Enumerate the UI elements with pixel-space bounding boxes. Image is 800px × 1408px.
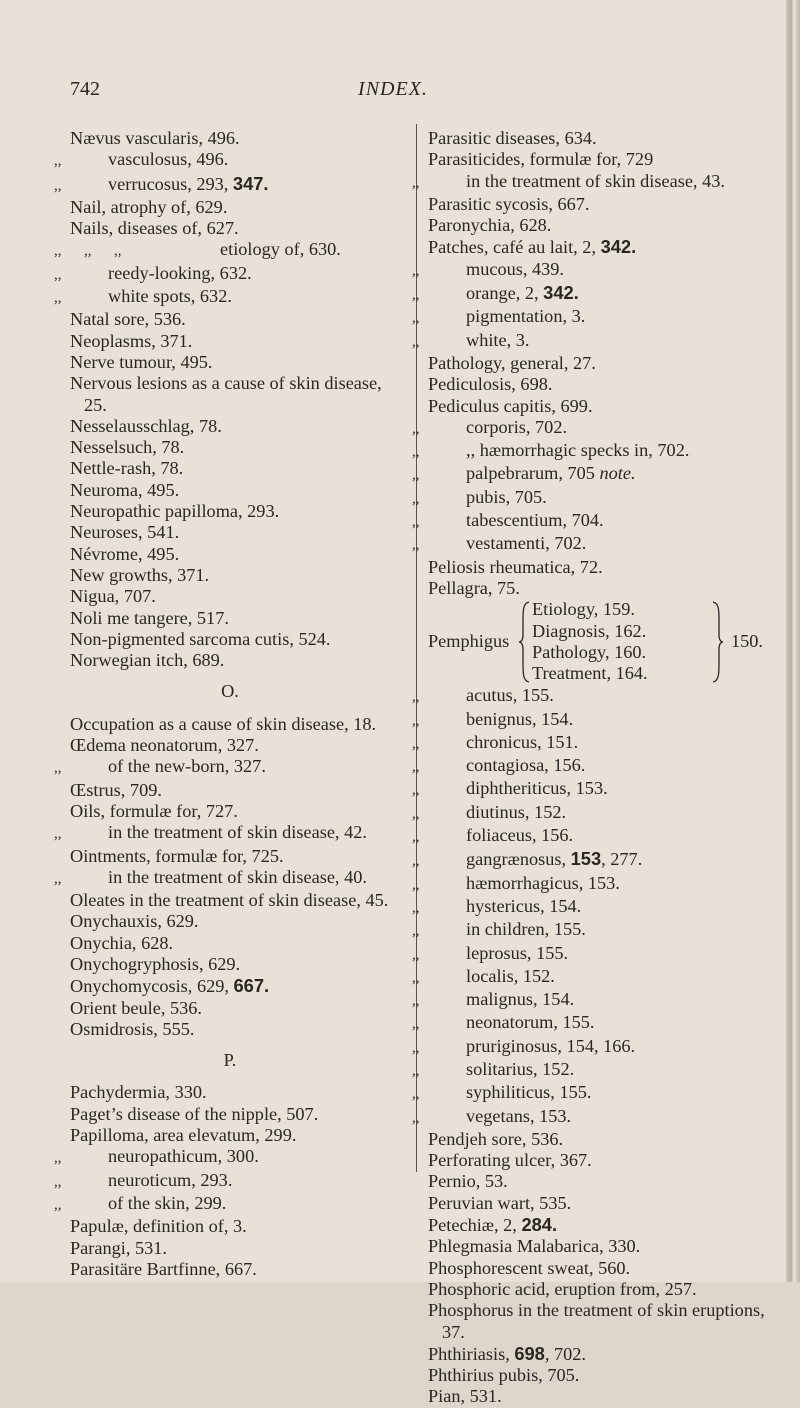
entry-text: diutinus, 152. — [466, 801, 567, 822]
ditto-mark: ,, — [412, 993, 420, 1010]
index-entry — [428, 1258, 785, 1279]
index-entry — [428, 128, 785, 149]
index-entry — [428, 1279, 785, 1300]
index-entry — [428, 1236, 785, 1257]
entry-text: vasculosus, 496. — [108, 149, 229, 170]
entry-text: Parasitic sycosis, 667. — [428, 193, 590, 214]
index-entry — [70, 128, 390, 149]
index-entry — [428, 1343, 785, 1365]
ditto-mark: ,, — [54, 1150, 62, 1167]
entry-after: , 702. — [544, 1343, 586, 1364]
ditto-mark: ,, — [54, 1173, 62, 1190]
right-brace-icon — [712, 601, 724, 683]
entry-text: Oleates in the treatment of skin disease, 45. — [70, 890, 389, 911]
entry-text: Parasitäre Bartfinne, 667. — [70, 1258, 257, 1279]
entry-text: Pendjeh sore, 536. — [428, 1128, 564, 1149]
entry-bold-page: 347. — [232, 172, 269, 194]
index-entry — [412, 825, 785, 848]
ditto-mark: ,, — [412, 174, 420, 191]
index-entry — [54, 1169, 390, 1193]
right-column-bottom — [412, 685, 785, 1408]
entry-text: pigmentation, 3. — [466, 306, 586, 327]
index-entry — [412, 989, 785, 1012]
index-entry — [54, 1192, 390, 1216]
index-entry — [70, 416, 390, 437]
entry-text: localis, 152. — [466, 965, 555, 986]
index-entry — [428, 149, 785, 170]
right-column-top — [412, 128, 785, 599]
entry-text: Peliosis rheumatica, 72. — [428, 556, 603, 577]
ditto-mark: ,, — [412, 805, 420, 822]
entry-text: Neoplasms, 371. — [70, 330, 193, 351]
index-entry — [412, 872, 785, 896]
index-entry — [70, 629, 390, 650]
index-entry — [428, 1365, 785, 1386]
ditto-mark: ,, — [54, 290, 62, 307]
entry-text: Nesselausschlag, 78. — [70, 415, 222, 436]
ditto-mark: ,, — [412, 689, 420, 706]
ditto-mark: ,, — [412, 923, 420, 940]
entry-text: Pediculus capitis, 699. — [428, 395, 593, 416]
entry-text: Osmidrosis, 555. — [70, 1018, 195, 1039]
index-entry — [70, 331, 390, 352]
entry-text: neuropathicum, 300. — [108, 1146, 259, 1167]
ditto-mark: ,, — [54, 760, 62, 777]
entry-text: Paronychia, 628. — [428, 215, 552, 236]
index-entry — [412, 965, 785, 989]
entry-text: Petechiæ, 2, — [428, 1215, 522, 1236]
index-entry — [70, 780, 390, 801]
entry-text: Nævus vascularis, 496. — [70, 128, 240, 148]
entry-text: syphiliticus, 155. — [466, 1082, 592, 1103]
entry-text: New growths, 371. — [70, 564, 210, 585]
pemphigus-item: Treatment, 164. — [532, 663, 648, 684]
index-entry — [70, 998, 390, 1019]
ditto-mark: ,, — [412, 262, 420, 279]
index-entry — [412, 1012, 785, 1035]
entry-text: Onychogryphosis, 629. — [70, 953, 241, 974]
index-entry — [54, 286, 390, 309]
entry-text: palpebrarum, 705 — [466, 463, 600, 484]
index-entry — [70, 197, 390, 218]
entry-text: Névrome, 495. — [70, 543, 180, 564]
entry-text: hæmorrhagicus, 153. — [466, 872, 620, 893]
ditto-mark: ,, — [412, 876, 420, 893]
index-entry — [70, 1216, 390, 1237]
page-number: 742 — [70, 78, 100, 100]
entry-text: Nerve tumour, 495. — [70, 351, 213, 372]
ditto-mark: ,, — [412, 310, 420, 327]
ditto-mark: ,, — [412, 1086, 420, 1103]
ditto-mark: ,, — [54, 266, 62, 283]
entry-text: Phthiriasis, — [428, 1343, 515, 1364]
ditto-mark: ,, — [412, 444, 420, 461]
ditto-mark: ,, — [412, 514, 420, 531]
pemphigus-label: Pemphigus — [428, 631, 510, 652]
entry-text: Pellagra, 75. — [428, 577, 520, 598]
entry-text: foliaceus, 156. — [466, 825, 574, 846]
entry-text: of the skin, 299. — [108, 1192, 227, 1213]
index-entry — [428, 194, 785, 215]
index-entry — [70, 911, 390, 932]
index-entry — [70, 846, 390, 867]
entry-text: Oils, formulæ for, 727. — [70, 800, 238, 821]
index-entry — [428, 578, 785, 599]
index-entry — [412, 895, 785, 919]
index-entry — [412, 486, 785, 510]
index-entry — [70, 309, 390, 330]
section-letter: P. — [223, 1050, 237, 1071]
entry-text: Nail, atrophy of, 629. — [70, 196, 228, 217]
entry-text: Parasiticides, formulæ for, 729 — [428, 149, 654, 170]
entry-text: Noli me tangere, 517. — [70, 607, 229, 628]
entry-text: white spots, 632. — [108, 286, 232, 307]
page-header — [0, 78, 786, 108]
entry-after: , 277. — [601, 849, 643, 870]
index-entry — [428, 1386, 785, 1407]
entry-text: Peruvian wart, 535. — [428, 1192, 572, 1213]
index-entry — [412, 1058, 785, 1082]
entry-text: Nettle-rash, 78. — [70, 458, 184, 479]
entry-text: ,, hæmorrhagic specks in, 702. — [466, 440, 690, 461]
left-brace-icon — [518, 601, 530, 683]
entry-text: malignus, 154. — [466, 989, 575, 1010]
index-entry — [70, 954, 390, 975]
entry-text: chronicus, 151. — [466, 731, 579, 752]
entry-text: hystericus, 154. — [466, 895, 582, 916]
entry-text: Pian, 531. — [428, 1386, 502, 1407]
index-entry — [70, 1125, 390, 1146]
index-entry — [412, 848, 785, 872]
index-entry — [54, 239, 390, 262]
pemphigus-group — [428, 599, 785, 685]
entry-text: etiology of, 630. — [220, 239, 341, 260]
index-entry — [412, 416, 785, 440]
ditto-mark: ,, — [412, 1039, 420, 1056]
index-entry — [70, 586, 390, 607]
index-entry — [70, 373, 390, 416]
entry-text: of the new-born, 327. — [108, 756, 266, 777]
ditto-mark: ,, — [412, 899, 420, 916]
ditto-mark: ,, — [412, 1016, 420, 1033]
entry-bold-page: 667. — [233, 975, 270, 997]
index-entry — [412, 919, 785, 942]
entry-text: Phosphorus in the treatment of skin eruptions, 37. — [428, 1300, 765, 1342]
entry-text: Parasitic diseases, 634. — [428, 128, 597, 148]
ditto-mark: ,, — [412, 829, 420, 846]
entry-text: vestamenti, 702. — [466, 533, 587, 554]
index-entry — [54, 262, 390, 286]
index-entry — [70, 975, 390, 997]
index-entry — [412, 778, 785, 801]
entry-bold-page: 153 — [570, 848, 602, 870]
index-entry — [412, 942, 785, 966]
ditto-mark: ,, — [412, 490, 420, 507]
index-entry — [428, 557, 785, 578]
index-entry — [70, 890, 390, 911]
pemphigus-page: 150. — [731, 631, 763, 652]
entry-text: Onychia, 628. — [70, 932, 174, 953]
entry-text: solitarius, 152. — [466, 1058, 575, 1079]
entry-text: reedy-looking, 632. — [108, 262, 252, 283]
entry-text: leprosus, 155. — [466, 942, 569, 963]
entry-text: orange, 2, — [466, 283, 544, 304]
entry-text: Pathology, general, 27. — [428, 352, 596, 373]
index-entry — [54, 149, 390, 172]
entry-text: Pachydermia, 330. — [70, 1082, 207, 1103]
entry-text: Occupation as a cause of skin disease, 18. — [70, 713, 377, 734]
entry-text: tabescentium, 704. — [466, 510, 604, 531]
entry-text: white, 3. — [466, 329, 530, 350]
ditto-mark: ,, — [412, 537, 420, 554]
entry-text: gangrænosus, — [466, 849, 571, 870]
entry-text: Phosphoric acid, eruption from, 257. — [428, 1278, 697, 1299]
index-entry — [70, 1238, 390, 1259]
entry-text: diphtheriticus, 153. — [466, 778, 608, 799]
entry-text: in children, 155. — [466, 919, 586, 940]
entry-text: Nervous lesions as a cause of skin disease, 25. — [70, 373, 382, 415]
right-column — [412, 128, 785, 1408]
entry-bold-page: 698 — [514, 1342, 545, 1364]
entry-text: Neuroses, 541. — [70, 522, 180, 543]
index-entry — [70, 458, 390, 479]
entry-text: verrucosus, 293, — [108, 173, 233, 194]
ditto-mark: ,, — [412, 759, 420, 776]
ditto-mark: ,, — [54, 1196, 62, 1213]
entry-text: Paget’s disease of the nipple, 507. — [70, 1103, 319, 1124]
entry-text: Neuroma, 495. — [70, 479, 180, 500]
entry-text: in the treatment of skin disease, 43. — [466, 170, 725, 191]
entry-text: Nails, diseases of, 627. — [70, 218, 239, 239]
entry-text: Pernio, 53. — [428, 1171, 508, 1192]
index-entry — [412, 708, 785, 732]
index-entry — [412, 463, 785, 486]
pemphigus-item: Pathology, 160. — [532, 641, 647, 662]
index-entry — [70, 522, 390, 543]
index-entry — [70, 501, 390, 522]
ditto-mark: ,, — [412, 735, 420, 752]
index-entry — [70, 1259, 390, 1280]
index-entry — [412, 755, 785, 778]
index-entry — [70, 801, 390, 822]
index-entry — [70, 544, 390, 565]
entry-text: Norwegian itch, 689. — [70, 650, 225, 671]
entry-text: Nesselsuch, 78. — [70, 437, 185, 458]
index-entry — [428, 1129, 785, 1150]
index-entry — [428, 1300, 785, 1343]
ditto-mark: ,, — [412, 1109, 420, 1126]
index-entry — [70, 480, 390, 501]
ditto-mark: ,, — [54, 826, 62, 843]
index-entry — [70, 352, 390, 373]
ditto-mark: ,, — [54, 153, 62, 170]
entry-bold-page: 284. — [521, 1214, 558, 1236]
index-entry — [54, 172, 390, 197]
entry-note: note. — [599, 463, 636, 484]
index-entry — [70, 933, 390, 954]
ditto-mark: ,, — [412, 946, 420, 963]
entry-text: Phosphorescent sweat, 560. — [428, 1257, 631, 1278]
index-entry — [70, 1019, 390, 1040]
index-entry — [412, 533, 785, 556]
index-entry — [412, 1082, 785, 1105]
entry-text: Neuropathic papilloma, 293. — [70, 501, 280, 522]
pemphigus-item: Diagnosis, 162. — [532, 620, 647, 641]
index-entry — [428, 396, 785, 417]
index-entry — [428, 1214, 785, 1236]
index-entry — [412, 1035, 785, 1059]
index-entry — [412, 510, 785, 533]
index-entry — [428, 1171, 785, 1192]
entry-bold-page: 342. — [600, 236, 637, 258]
ditto-mark: ,, — [412, 1062, 420, 1079]
entry-text: pubis, 705. — [466, 486, 547, 507]
index-entry — [428, 236, 785, 258]
entry-text: Perforating ulcer, 367. — [428, 1150, 592, 1171]
index-entry — [412, 306, 785, 329]
entry-text: Œstrus, 709. — [70, 779, 162, 800]
entry-text: Papilloma, area elevatum, 299. — [70, 1125, 297, 1146]
entry-text: neonatorum, 155. — [466, 1012, 595, 1033]
index-entry — [70, 735, 390, 756]
entry-text: in the treatment of skin disease, 40. — [108, 866, 367, 887]
index-entry — [70, 1104, 390, 1125]
entry-text: Parangi, 531. — [70, 1237, 167, 1258]
entry-text: acutus, 155. — [466, 685, 554, 706]
index-entry — [412, 170, 785, 194]
entry-text: Ointments, formulæ for, 725. — [70, 845, 284, 866]
index-entry — [70, 218, 390, 239]
entry-text: Phthirius pubis, 705. — [428, 1365, 580, 1386]
entry-text: Papulæ, definition of, 3. — [70, 1216, 247, 1237]
ditto-mark: ,, ,, ,, — [54, 243, 122, 260]
index-entry — [54, 756, 390, 779]
entry-text: Œdema neonatorum, 327. — [70, 735, 259, 756]
ditto-mark: ,, — [412, 969, 420, 986]
ditto-mark: ,, — [412, 420, 420, 437]
left-column — [54, 128, 390, 1280]
entry-text: mucous, 439. — [466, 258, 565, 279]
index-entry — [70, 650, 390, 671]
ditto-mark: ,, — [412, 782, 420, 799]
entry-text: pruriginosus, 154, 166. — [466, 1035, 636, 1056]
ditto-mark: ,, — [54, 177, 62, 194]
pemphigus-items — [532, 599, 648, 684]
entry-text: Phlegmasia Malabarica, 330. — [428, 1236, 641, 1257]
index-entry — [412, 440, 785, 463]
index-entry — [428, 215, 785, 236]
ditto-mark: ,, — [54, 870, 62, 887]
index-entry — [412, 282, 785, 306]
entry-text: in the treatment of skin disease, 42. — [108, 822, 367, 843]
index-entry — [54, 1146, 390, 1169]
entry-text: neuroticum, 293. — [108, 1169, 233, 1190]
entry-text: corporis, 702. — [466, 416, 568, 437]
index-entry — [428, 1193, 785, 1214]
section-letter: O. — [221, 681, 239, 702]
entry-text: Orient beule, 536. — [70, 997, 202, 1018]
index-entry — [412, 1105, 785, 1129]
entry-text: contagiosa, 156. — [466, 755, 586, 776]
index-entry — [428, 1150, 785, 1171]
entry-text: vegetans, 153. — [466, 1105, 572, 1126]
index-entry — [428, 374, 785, 395]
index-entry — [412, 801, 785, 825]
ditto-mark: ,, — [412, 853, 420, 870]
ditto-mark: ,, — [412, 467, 420, 484]
entry-text: Nigua, 707. — [70, 586, 156, 607]
index-entry — [428, 353, 785, 374]
entry-text: Patches, café au lait, 2, — [428, 237, 601, 258]
entry-bold-page: 342. — [543, 282, 579, 304]
entry-text: benignus, 154. — [466, 708, 574, 729]
ditto-mark: ,, — [412, 287, 420, 304]
entry-text: Onychauxis, 629. — [70, 911, 199, 932]
index-entry — [412, 258, 785, 282]
index-entry — [70, 714, 390, 735]
page-title: INDEX. — [358, 78, 428, 100]
pemphigus-item: Etiology, 159. — [532, 599, 635, 620]
index-entry — [70, 1082, 390, 1103]
entry-text: Natal sore, 536. — [70, 309, 186, 330]
entry-text: Pediculosis, 698. — [428, 374, 553, 395]
entry-text: Onychomycosis, 629, — [70, 976, 234, 997]
index-entry — [70, 437, 390, 458]
ditto-mark: ,, — [412, 712, 420, 729]
page-edge — [786, 0, 800, 1282]
index-entry — [54, 822, 390, 845]
index-entry — [70, 608, 390, 629]
index-entry — [412, 329, 785, 353]
entry-text: Non-pigmented sarcoma cutis, 524. — [70, 628, 331, 649]
index-entry — [412, 731, 785, 755]
index-entry — [70, 565, 390, 586]
ditto-mark: ,, — [412, 333, 420, 350]
index-entry — [412, 685, 785, 708]
index-entry — [54, 866, 390, 890]
